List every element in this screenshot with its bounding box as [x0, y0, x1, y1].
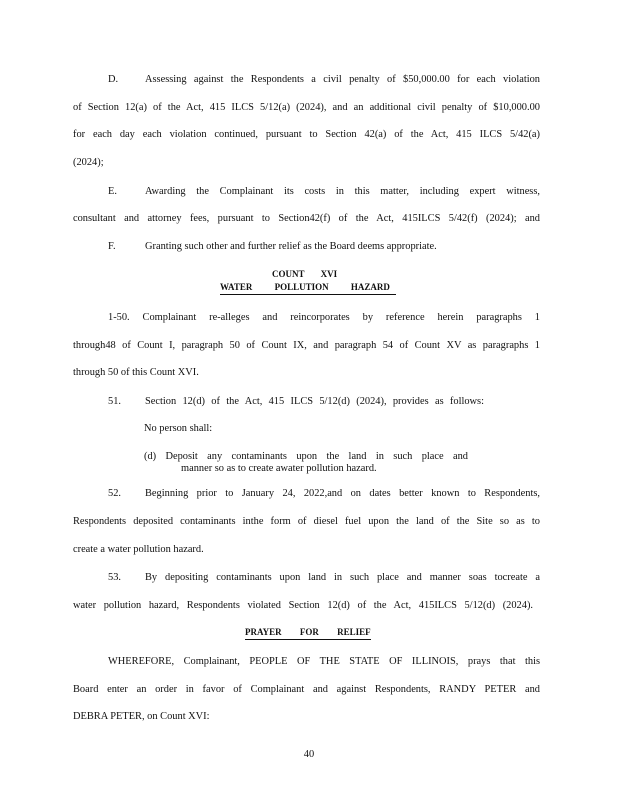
para-52-line-3: create a water pollution hazard.	[73, 544, 204, 555]
para-1-50-line-2: through48 of Count I, paragraph 50 of Count IX, and paragraph 54 of Count XV as paragraphs 1	[73, 340, 540, 351]
para-f-line-1	[108, 240, 468, 253]
para-e-line-1	[108, 185, 540, 198]
para-d-line-1	[108, 73, 540, 86]
wherefore-line-1: WHEREFORE, Complainant, PEOPLE OF THE STATE OF ILLINOIS, prays that this	[108, 656, 540, 667]
para-53-line-1	[108, 571, 540, 584]
para-e-line-2: consultant and attorney fees, pursuant to Section42(f) of the Act, 415ILCS 5/42(f) (2024); and	[73, 213, 540, 224]
para-d-line-2: of Section 12(a) of the Act, 415 ILCS 5/12(a) (2024), and an additional civil penalty of $10,000.00	[73, 102, 540, 113]
para-1-50-line-3: through 50 of this Count XVI.	[73, 367, 199, 378]
count-heading-subtitle: WATER POLLUTION HAZARD	[220, 282, 396, 295]
para-d-label: D.	[108, 74, 119, 85]
quote-line-3: manner so as to create awater pollution hazard.	[181, 463, 377, 474]
para-51-text: Section 12(d) of the Act, 415 ILCS 5/12(d) (2024), provides as follows:	[145, 396, 484, 407]
para-53-label: 53.	[108, 572, 121, 583]
para-d-line-4: (2024);	[73, 157, 104, 168]
para-52-line-1	[108, 487, 540, 500]
page-number: 40	[303, 749, 315, 760]
quote-line-2: (d) Deposit any contaminants upon the land in such place and	[144, 451, 468, 462]
count-heading-title: COUNT XVI	[272, 269, 338, 279]
wherefore-line-3: DEBRA PETER, on Count XVI:	[73, 711, 210, 722]
para-e-label: E.	[108, 186, 117, 197]
wherefore-line-2: Board enter an order in favor of Complainant and against Respondents, RANDY PETER and	[73, 684, 540, 695]
para-53-line-2: water pollution hazard, Respondents violated Section 12(d) of the Act, 415ILCS 5/12(d) (2024).	[73, 600, 533, 611]
para-e-text: Awarding the Complainant its costs in this matter, including expert witness,	[145, 186, 540, 197]
para-51-label: 51.	[108, 396, 121, 407]
para-53-text: By depositing contaminants upon land in such place and manner soas tocreate a	[145, 572, 540, 583]
prayer-heading: PRAYER FOR RELIEF	[245, 627, 371, 640]
para-52-text: Beginning prior to January 24, 2022,and on dates better known to Respondents,	[145, 488, 540, 499]
para-f-label: F.	[108, 241, 116, 252]
para-51-line-1	[108, 395, 484, 408]
para-d-text: Assessing against the Respondents a civil penalty of $50,000.00 for each violation	[145, 74, 540, 85]
para-1-50-line-1: 1-50. Complainant re-alleges and reincorporates by reference herein paragraphs 1	[108, 312, 540, 323]
para-52-line-2: Respondents deposited contaminants inthe form of diesel fuel upon the land of the Site so as to	[73, 516, 540, 527]
quote-line-1: No person shall:	[144, 423, 213, 434]
para-d-line-3: for each day each violation continued, pursuant to Section 42(a) of the Act, 415 ILCS 5/42(a)	[73, 129, 540, 140]
para-f-text: Granting such other and further relief as the Board deems appropriate.	[145, 241, 437, 252]
para-52-label: 52.	[108, 488, 121, 499]
